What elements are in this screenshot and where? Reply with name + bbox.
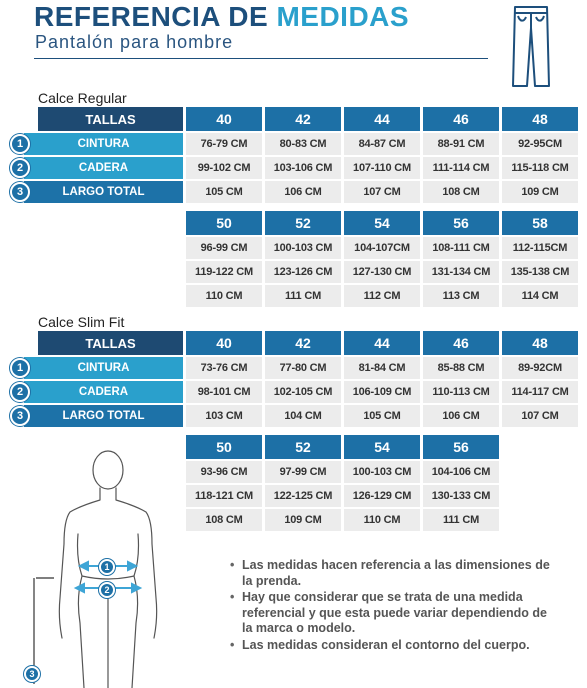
regular-cintura-cell: 112-115CM <box>502 237 578 259</box>
slim-size-header: 44 <box>344 331 420 355</box>
slim-cadera-cell: 110-113 CM <box>423 381 499 403</box>
note-item: • Hay que considerar que se trata de una medida referencial y que esta puede variar dependiendo de la marca o modelo. <box>230 590 560 637</box>
slim-largo-cell: 110 CM <box>344 509 420 531</box>
regular-largo-cell: 114 CM <box>502 285 578 307</box>
note-item: • Las medidas consideran el contorno del cuerpo. <box>230 638 560 654</box>
regular-cintura-cell: 108-111 CM <box>423 237 499 259</box>
slim-cintura-cell: 97-99 CM <box>265 461 341 483</box>
regular-largo-cell: 110 CM <box>186 285 262 307</box>
slim-cintura-cell: 85-88 CM <box>423 357 499 379</box>
slim-size-header: 54 <box>344 435 420 459</box>
slim-row-label: CINTURA <box>24 357 183 379</box>
regular-row-label: CADERA <box>24 157 183 179</box>
regular-largo-cell: 106 CM <box>265 181 341 203</box>
slim-cintura-cell: 89-92CM <box>502 357 578 379</box>
slim-largo-cell: 104 CM <box>265 405 341 427</box>
regular-cintura-cell: 80-83 CM <box>265 133 341 155</box>
regular-cadera-cell: 111-114 CM <box>423 157 499 179</box>
slim-largo-cell: 109 CM <box>265 509 341 531</box>
regular-row-badge: 1 <box>10 134 30 154</box>
slim-size-header: 42 <box>265 331 341 355</box>
regular-largo-cell: 109 CM <box>502 181 578 203</box>
regular-cintura-cell: 88-91 CM <box>423 133 499 155</box>
regular-cintura-cell: 76-79 CM <box>186 133 262 155</box>
slim-cintura-cell: 81-84 CM <box>344 357 420 379</box>
regular-row-label: LARGO TOTAL <box>24 181 183 203</box>
regular-cintura-cell: 100-103 CM <box>265 237 341 259</box>
figure-badge-1: 1 <box>99 559 115 575</box>
slim-cadera-cell: 126-129 CM <box>344 485 420 507</box>
slim-size-header: 46 <box>423 331 499 355</box>
slim-row-label: CADERA <box>24 381 183 403</box>
regular-cadera-cell: 99-102 CM <box>186 157 262 179</box>
page-title <box>34 0 409 34</box>
slim-cadera-cell: 98-101 CM <box>186 381 262 403</box>
regular-size-header: 42 <box>265 107 341 131</box>
slim-cintura-cell: 77-80 CM <box>265 357 341 379</box>
regular-cadera-cell: 135-138 CM <box>502 261 578 283</box>
title-part-1: REFERENCIA DE <box>34 1 269 32</box>
slim-cadera-cell: 106-109 CM <box>344 381 420 403</box>
slim-cadera-cell: 118-121 CM <box>186 485 262 507</box>
slim-cintura-cell: 100-103 CM <box>344 461 420 483</box>
slim-tallas-label: TALLAS <box>38 331 183 355</box>
note-item: • Las medidas hacen referencia a las dimensiones de la prenda. <box>230 558 560 589</box>
slim-size-header: 52 <box>265 435 341 459</box>
slim-largo-cell: 111 CM <box>423 509 499 531</box>
regular-cadera-cell: 123-126 CM <box>265 261 341 283</box>
regular-cadera-cell: 127-130 CM <box>344 261 420 283</box>
regular-cintura-cell: 84-87 CM <box>344 133 420 155</box>
slim-largo-cell: 106 CM <box>423 405 499 427</box>
pants-icon <box>510 4 552 90</box>
slim-size-header: 40 <box>186 331 262 355</box>
regular-size-header: 44 <box>344 107 420 131</box>
regular-size-header: 58 <box>502 211 578 235</box>
regular-cadera-cell: 131-134 CM <box>423 261 499 283</box>
page-subtitle: Pantalón para hombre <box>35 32 234 52</box>
regular-cintura-cell: 104-107CM <box>344 237 420 259</box>
regular-size-header: 56 <box>423 211 499 235</box>
slim-cadera-cell: 114-117 CM <box>502 381 578 403</box>
slim-row-badge: 3 <box>10 406 30 426</box>
slim-row-label: LARGO TOTAL <box>24 405 183 427</box>
slim-size-header: 50 <box>186 435 262 459</box>
slim-cintura-cell: 104-106 CM <box>423 461 499 483</box>
figure-badge-3: 3 <box>24 666 40 682</box>
regular-cintura-cell: 92-95CM <box>502 133 578 155</box>
slim-cadera-cell: 122-125 CM <box>265 485 341 507</box>
regular-cadera-cell: 107-110 CM <box>344 157 420 179</box>
regular-row-badge: 3 <box>10 182 30 202</box>
header-divider <box>34 58 488 59</box>
slim-largo-cell: 108 CM <box>186 509 262 531</box>
regular-cintura-cell: 96-99 CM <box>186 237 262 259</box>
slim-row-badge: 1 <box>10 358 30 378</box>
regular-tallas-label: TALLAS <box>38 107 183 131</box>
regular-size-header: 52 <box>265 211 341 235</box>
regular-cadera-cell: 103-106 CM <box>265 157 341 179</box>
slim-size-header: 48 <box>502 331 578 355</box>
regular-largo-cell: 113 CM <box>423 285 499 307</box>
regular-size-header: 40 <box>186 107 262 131</box>
regular-largo-cell: 111 CM <box>265 285 341 307</box>
slim-section-label: Calce Slim Fit <box>38 314 125 330</box>
regular-row-badge: 2 <box>10 158 30 178</box>
regular-largo-cell: 105 CM <box>186 181 262 203</box>
slim-largo-cell: 105 CM <box>344 405 420 427</box>
title-part-2: MEDIDAS <box>276 1 410 32</box>
slim-cadera-cell: 130-133 CM <box>423 485 499 507</box>
slim-cintura-cell: 73-76 CM <box>186 357 262 379</box>
slim-row-badge: 2 <box>10 382 30 402</box>
regular-size-header: 54 <box>344 211 420 235</box>
regular-section-label: Calce Regular <box>38 90 127 106</box>
slim-cintura-cell: 93-96 CM <box>186 461 262 483</box>
regular-largo-cell: 107 CM <box>344 181 420 203</box>
regular-largo-cell: 112 CM <box>344 285 420 307</box>
slim-largo-cell: 103 CM <box>186 405 262 427</box>
regular-row-label: CINTURA <box>24 133 183 155</box>
slim-cadera-cell: 102-105 CM <box>265 381 341 403</box>
regular-cadera-cell: 115-118 CM <box>502 157 578 179</box>
notes-list <box>230 558 560 654</box>
regular-size-header: 50 <box>186 211 262 235</box>
regular-size-header: 46 <box>423 107 499 131</box>
regular-largo-cell: 108 CM <box>423 181 499 203</box>
regular-size-header: 48 <box>502 107 578 131</box>
figure-badge-2: 2 <box>99 582 115 598</box>
slim-largo-cell: 107 CM <box>502 405 578 427</box>
slim-size-header: 56 <box>423 435 499 459</box>
regular-cadera-cell: 119-122 CM <box>186 261 262 283</box>
